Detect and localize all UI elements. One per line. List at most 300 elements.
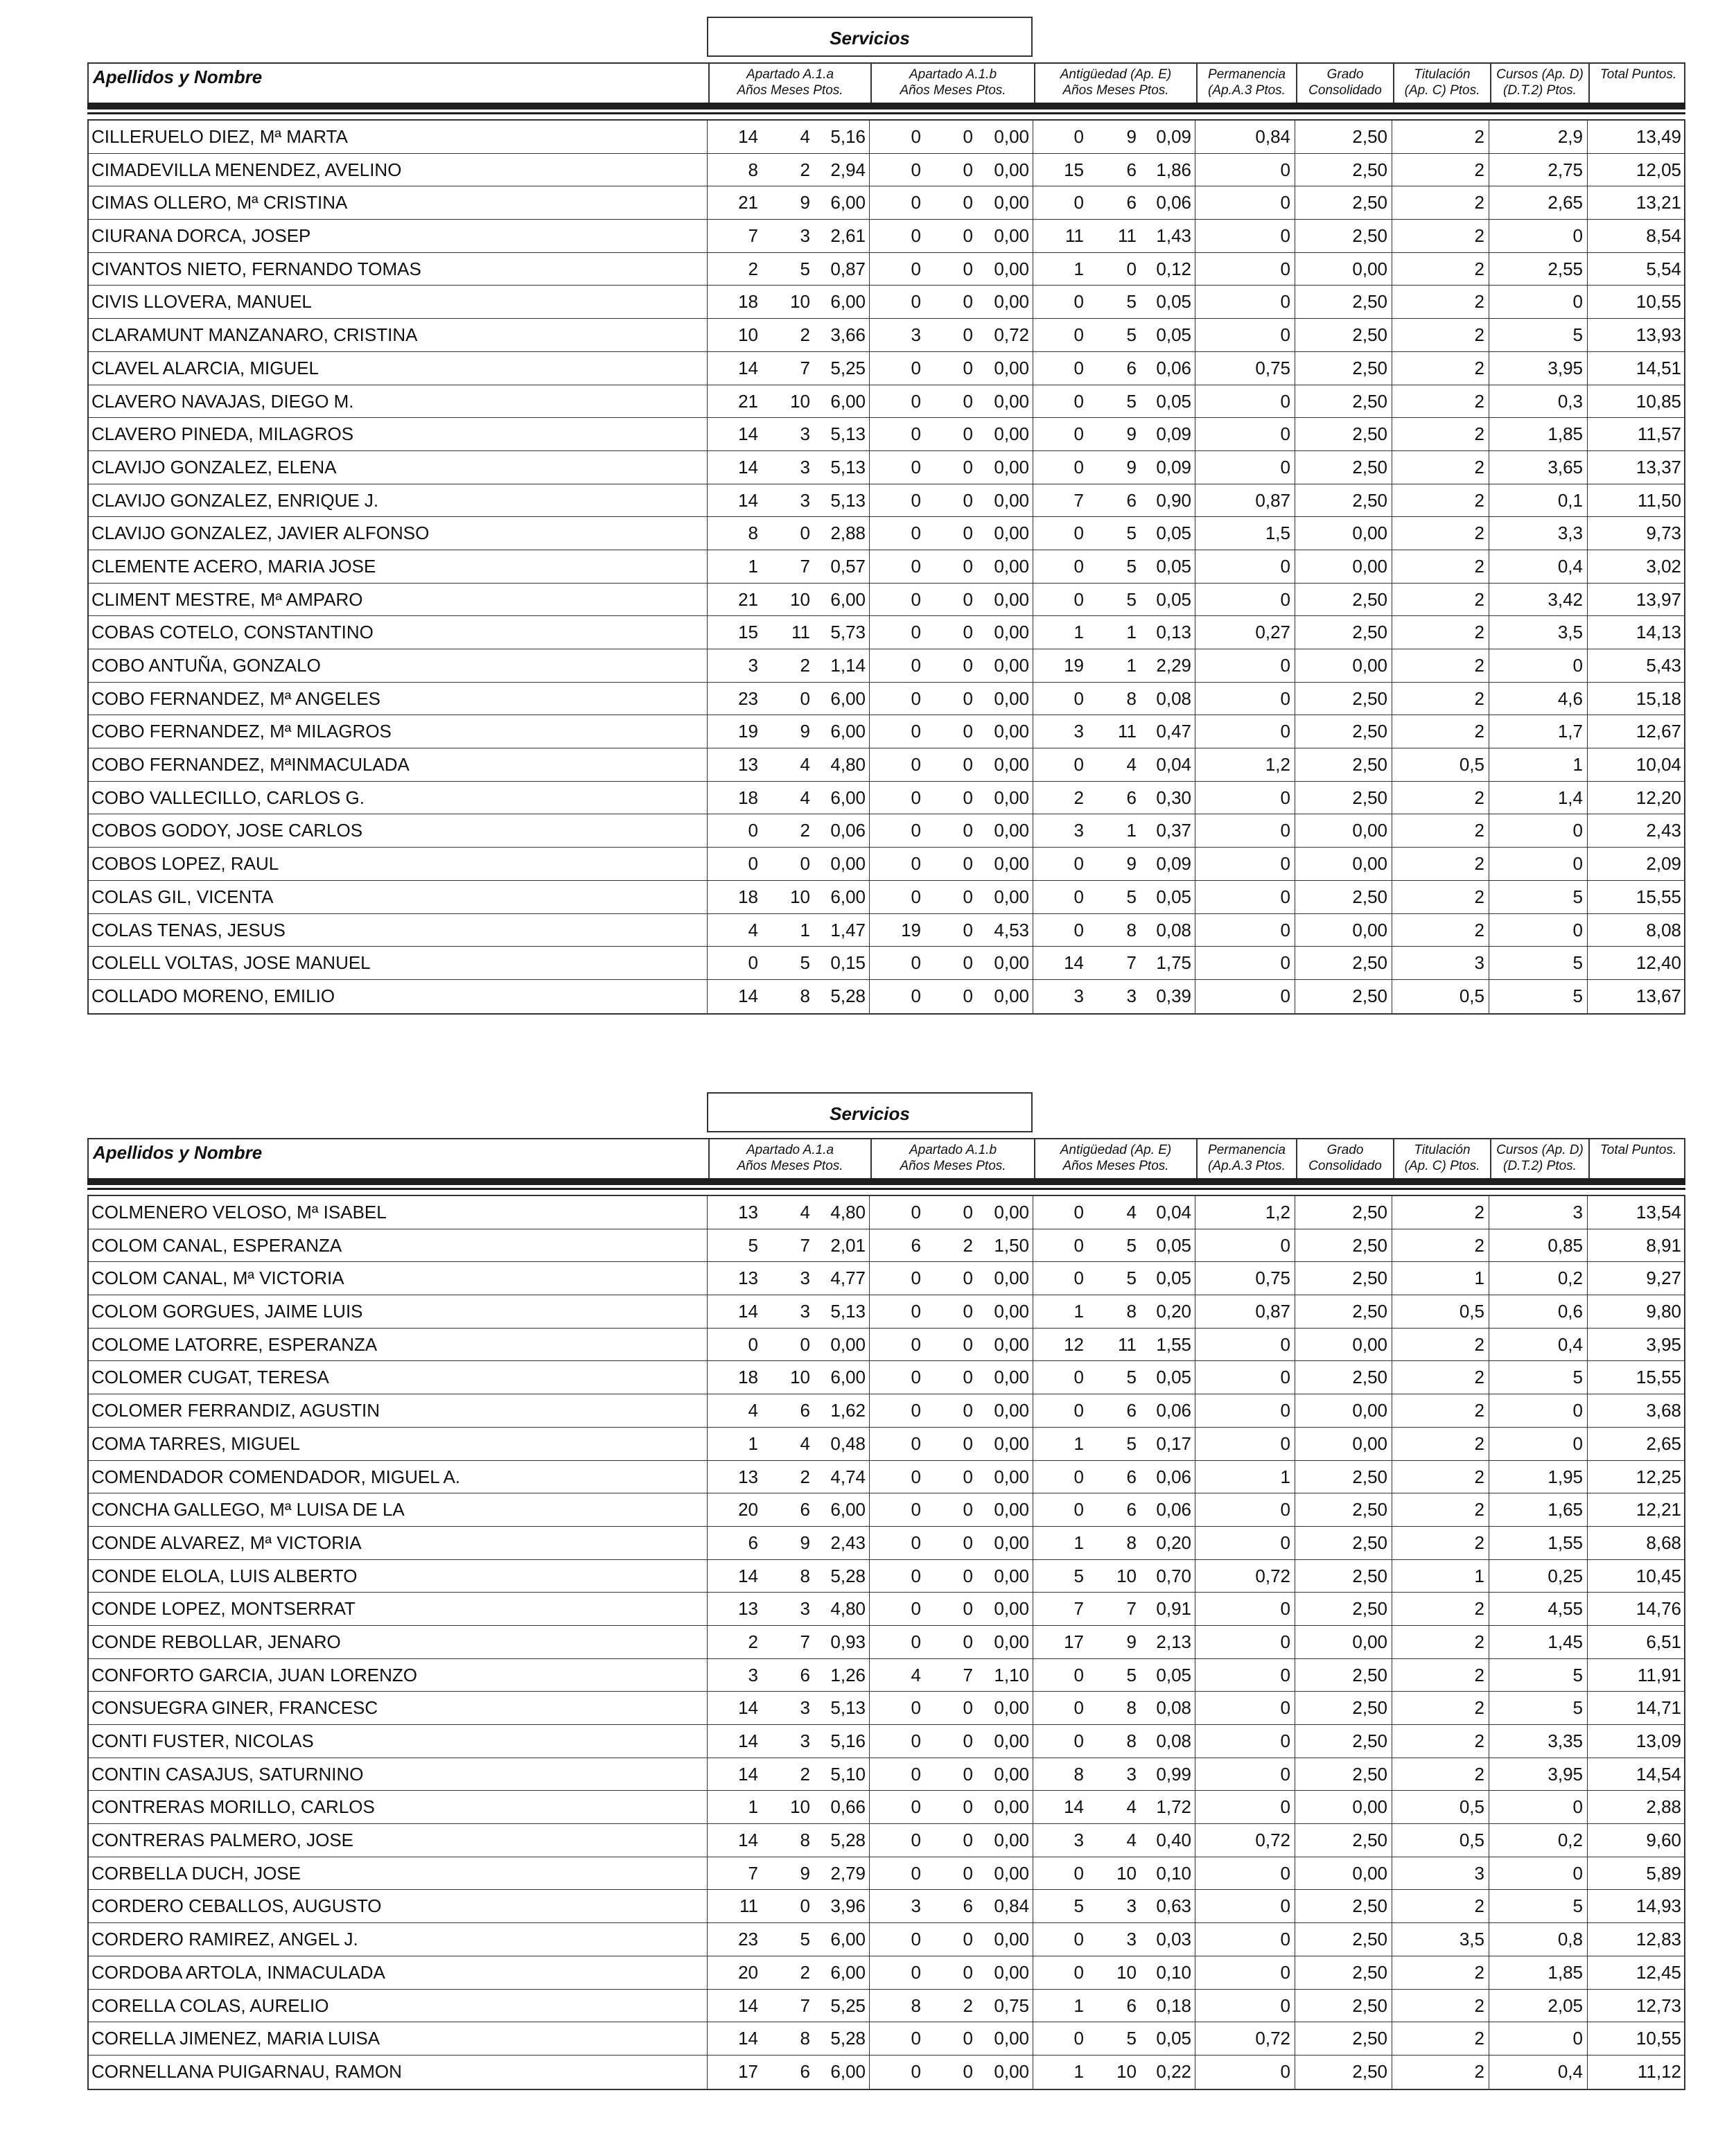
cell-value: 0 bbox=[911, 126, 921, 147]
cell-value: 0,00 bbox=[994, 1763, 1029, 1785]
column-divider bbox=[707, 1791, 708, 1824]
cell-value: 14 bbox=[738, 126, 758, 147]
cell-value: 0 bbox=[1280, 291, 1290, 313]
cell-value: 8 bbox=[911, 1995, 921, 2016]
cell-value: 6,00 bbox=[830, 390, 866, 412]
cell-value: 0 bbox=[963, 1830, 973, 1851]
cell-value: 3 bbox=[1474, 952, 1484, 974]
column-divider bbox=[1587, 1560, 1588, 1593]
cell-name: CONFORTO GARCIA, JUAN LORENZO bbox=[91, 1664, 417, 1685]
cell-value: 0 bbox=[963, 1202, 973, 1222]
cell-value: 5,73 bbox=[830, 622, 866, 643]
cell-value: 15 bbox=[738, 622, 758, 643]
cell-value: 0 bbox=[1572, 291, 1583, 313]
servicios-header: Servicios bbox=[707, 1092, 1033, 1132]
header-a1a bbox=[708, 1139, 870, 1180]
cell-value: 0 bbox=[1073, 1466, 1084, 1487]
cell-value: 0,00 bbox=[994, 2060, 1029, 2082]
cell-name: CONTI FUSTER, NICOLAS bbox=[91, 1730, 314, 1751]
cell-value: 0,09 bbox=[1156, 126, 1191, 147]
cell-name: COBAS COTELO, CONSTANTINO bbox=[91, 622, 374, 643]
cell-value: 10 bbox=[1116, 1961, 1137, 1983]
header-grado bbox=[1296, 64, 1393, 104]
cell-value: 2,29 bbox=[1156, 655, 1191, 676]
cell-value: 0,5 bbox=[1459, 985, 1484, 1006]
cell-value: 0,20 bbox=[1156, 1301, 1191, 1322]
cell-value: 0,10 bbox=[1156, 1961, 1191, 1983]
column-divider bbox=[1587, 649, 1588, 683]
column-divider bbox=[707, 1560, 708, 1593]
header-cur-line2: (D.T.2) Ptos. bbox=[1503, 83, 1577, 98]
cell-value: 3 bbox=[1073, 820, 1084, 841]
cell-value: 0,00 bbox=[994, 952, 1029, 974]
cell-value: 0,48 bbox=[830, 1432, 866, 1454]
cell-value: 0 bbox=[963, 357, 973, 378]
cell-value: 0,06 bbox=[1156, 357, 1191, 378]
cell-value: 0 bbox=[1073, 1367, 1084, 1388]
cell-value: 9 bbox=[1126, 456, 1137, 477]
cell-value: 0 bbox=[1073, 1862, 1084, 1884]
cell-value: 8 bbox=[1126, 1301, 1137, 1322]
header-ant-line2: Años Meses Ptos. bbox=[1062, 1159, 1169, 1173]
cell-value: 2,50 bbox=[1352, 622, 1387, 643]
cell-value: 21 bbox=[738, 192, 758, 213]
cell-name: CIMADEVILLA MENENDEZ, AVELINO bbox=[91, 159, 402, 180]
cell-value: 0 bbox=[963, 1301, 973, 1322]
cell-value: 3,65 bbox=[1548, 456, 1583, 477]
cell-value: 2 bbox=[1474, 1333, 1484, 1355]
cell-value: 0,00 bbox=[994, 1796, 1029, 1818]
cell-value: 2 bbox=[748, 1631, 758, 1652]
cell-value: 0 bbox=[800, 1333, 810, 1355]
cell-value: 0 bbox=[1280, 820, 1290, 841]
cell-value: 0,09 bbox=[1156, 853, 1191, 875]
cell-value: 11 bbox=[1118, 225, 1137, 247]
column-divider bbox=[707, 1295, 708, 1329]
cell-value: 2 bbox=[1474, 258, 1484, 279]
cell-name: COBO ANTUÑA, GONZALO bbox=[91, 655, 321, 676]
cell-value: 5 bbox=[1126, 523, 1137, 544]
header-cur bbox=[1490, 64, 1588, 104]
cell-value: 7 bbox=[748, 1862, 758, 1884]
cell-value: 2,50 bbox=[1352, 754, 1387, 775]
cell-value: 5 bbox=[1572, 985, 1583, 1006]
cell-value: 0 bbox=[1280, 1697, 1290, 1719]
cell-value: 0 bbox=[1572, 1796, 1583, 1818]
cell-value: 1,85 bbox=[1548, 423, 1583, 445]
cell-value: 4 bbox=[1126, 1202, 1137, 1222]
cell-value: 2,50 bbox=[1352, 1565, 1387, 1586]
cell-value: 6 bbox=[1126, 1499, 1137, 1520]
column-divider bbox=[1587, 1593, 1588, 1626]
column-divider bbox=[707, 1196, 708, 1229]
table-row bbox=[89, 186, 1684, 220]
cell-value: 2 bbox=[748, 258, 758, 279]
table-row bbox=[89, 1329, 1684, 1362]
cell-value: 0 bbox=[1073, 1202, 1084, 1222]
cell-value: 2 bbox=[1474, 820, 1484, 841]
cell-value: 1,2 bbox=[1265, 1202, 1290, 1222]
cell-value: 2 bbox=[800, 159, 810, 180]
column-divider bbox=[1587, 154, 1588, 187]
cell-value: 0,4 bbox=[1557, 2060, 1583, 2082]
cell-value: 0 bbox=[1280, 1598, 1290, 1620]
cell-name: CLAVERO NAVAJAS, DIEGO M. bbox=[91, 390, 354, 412]
cell-value: 0,05 bbox=[1156, 324, 1191, 346]
cell-value: 1 bbox=[1073, 1301, 1084, 1322]
cell-value: 8,91 bbox=[1646, 1234, 1681, 1256]
cell-value: 0 bbox=[963, 2060, 973, 2082]
cell-value: 0 bbox=[963, 1929, 973, 1950]
cell-value: 1,55 bbox=[1548, 1532, 1583, 1553]
cell-value: 5 bbox=[1126, 324, 1137, 346]
cell-value: 0 bbox=[1073, 1400, 1084, 1421]
cell-value: 10 bbox=[738, 324, 758, 346]
header-grado-line2: Consolidado bbox=[1308, 83, 1382, 98]
cell-value: 8 bbox=[748, 159, 758, 180]
cell-value: 3 bbox=[800, 1301, 810, 1322]
header-grado bbox=[1296, 1139, 1393, 1180]
cell-value: 13,93 bbox=[1636, 324, 1681, 346]
cell-value: 3 bbox=[1126, 1895, 1137, 1917]
cell-value: 1 bbox=[748, 555, 758, 577]
cell-value: 2,50 bbox=[1352, 1830, 1387, 1851]
cell-value: 3 bbox=[800, 489, 810, 511]
cell-value: 0 bbox=[963, 787, 973, 808]
cell-value: 0,63 bbox=[1156, 1895, 1191, 1917]
cell-value: 0,13 bbox=[1156, 622, 1191, 643]
cell-value: 3 bbox=[1073, 1830, 1084, 1851]
cell-value: 2,50 bbox=[1352, 390, 1387, 412]
cell-name: CORELLA COLAS, AURELIO bbox=[91, 1995, 329, 2016]
cell-value: 2,79 bbox=[830, 1862, 866, 1884]
column-divider bbox=[869, 121, 870, 154]
column-divider bbox=[869, 649, 870, 683]
cell-value: 2,50 bbox=[1352, 1961, 1387, 1983]
cell-value: 3,42 bbox=[1548, 588, 1583, 610]
cell-value: 0 bbox=[963, 754, 973, 775]
cell-value: 14 bbox=[738, 1565, 758, 1586]
cell-value: 3,5 bbox=[1557, 622, 1583, 643]
cell-value: 0 bbox=[963, 258, 973, 279]
column-divider bbox=[869, 550, 870, 584]
cell-value: 0,06 bbox=[830, 820, 866, 841]
cell-value: 9 bbox=[1126, 423, 1137, 445]
cell-value: 1 bbox=[1126, 820, 1137, 841]
column-divider bbox=[707, 1824, 708, 1857]
header-ant-line1: Antigüedad (Ap. E) bbox=[1060, 67, 1172, 82]
column-divider bbox=[1587, 186, 1588, 220]
cell-value: 3 bbox=[800, 1268, 810, 1289]
cell-value: 9 bbox=[800, 1532, 810, 1553]
cell-value: 5 bbox=[1572, 1664, 1583, 1685]
cell-value: 2,94 bbox=[830, 159, 866, 180]
cell-value: 10,85 bbox=[1636, 390, 1681, 412]
cell-value: 5 bbox=[1126, 291, 1137, 313]
cell-value: 0,00 bbox=[994, 1598, 1029, 1620]
cell-value: 0 bbox=[963, 423, 973, 445]
cell-value: 0,09 bbox=[1156, 456, 1191, 477]
column-divider bbox=[707, 517, 708, 550]
cell-value: 2,50 bbox=[1352, 1234, 1387, 1256]
table-body bbox=[87, 121, 1685, 1015]
cell-value: 0,00 bbox=[994, 291, 1029, 313]
table-row bbox=[89, 980, 1684, 1013]
cell-value: 1,43 bbox=[1156, 225, 1191, 247]
table-row bbox=[89, 814, 1684, 848]
cell-value: 0,37 bbox=[1156, 820, 1191, 841]
cell-name: COBOS LOPEZ, RAUL bbox=[91, 853, 279, 875]
cell-value: 12,67 bbox=[1636, 721, 1681, 742]
cell-value: 4,77 bbox=[830, 1268, 866, 1289]
cell-value: 0,00 bbox=[830, 853, 866, 875]
cell-value: 0,00 bbox=[994, 159, 1029, 180]
column-divider bbox=[869, 1196, 870, 1229]
table-row bbox=[89, 1262, 1684, 1295]
cell-value: 12 bbox=[1064, 1333, 1084, 1355]
cell-value: 0 bbox=[911, 1268, 921, 1289]
table-row bbox=[89, 418, 1684, 451]
header-grado-line2: Consolidado bbox=[1308, 1159, 1382, 1173]
header-tit-line2: (Ap. C) Ptos. bbox=[1404, 83, 1480, 98]
cell-value: 0 bbox=[1073, 423, 1084, 445]
cell-value: 0,00 bbox=[994, 886, 1029, 907]
cell-value: 3 bbox=[1073, 985, 1084, 1006]
cell-value: 3,95 bbox=[1548, 357, 1583, 378]
cell-value: 0 bbox=[963, 853, 973, 875]
cell-value: 0 bbox=[1073, 886, 1084, 907]
cell-value: 2,50 bbox=[1352, 787, 1387, 808]
cell-value: 0,05 bbox=[1156, 390, 1191, 412]
cell-value: 2,50 bbox=[1352, 126, 1387, 147]
table-block-2 bbox=[87, 1092, 1685, 2097]
cell-value: 2,75 bbox=[1548, 159, 1583, 180]
column-divider bbox=[707, 1493, 708, 1527]
cell-value: 0,00 bbox=[994, 1631, 1029, 1652]
cell-value: 0,00 bbox=[994, 1862, 1029, 1884]
table-row bbox=[89, 319, 1684, 352]
cell-value: 0,00 bbox=[994, 687, 1029, 709]
cell-name: CLAVIJO GONZALEZ, ELENA bbox=[91, 456, 337, 477]
cell-value: 0,05 bbox=[1156, 523, 1191, 544]
cell-value: 0,00 bbox=[994, 588, 1029, 610]
cell-name: CLAVERO PINEDA, MILAGROS bbox=[91, 423, 354, 445]
cell-value: 0,8 bbox=[1557, 1929, 1583, 1950]
cell-value: 2,43 bbox=[830, 1532, 866, 1553]
cell-value: 5 bbox=[800, 952, 810, 974]
cell-value: 0 bbox=[911, 1532, 921, 1553]
column-divider bbox=[869, 1361, 870, 1394]
cell-value: 14 bbox=[738, 456, 758, 477]
cell-value: 3,68 bbox=[1646, 1400, 1681, 1421]
cell-value: 0,00 bbox=[994, 1730, 1029, 1751]
cell-value: 5 bbox=[1126, 390, 1137, 412]
cell-value: 9,27 bbox=[1646, 1268, 1681, 1289]
cell-value: 4,74 bbox=[830, 1466, 866, 1487]
column-divider bbox=[869, 782, 870, 815]
cell-value: 0 bbox=[1280, 192, 1290, 213]
cell-value: 2 bbox=[1474, 357, 1484, 378]
cell-value: 11,12 bbox=[1637, 2060, 1681, 2082]
cell-value: 9 bbox=[800, 1862, 810, 1884]
column-divider bbox=[707, 1725, 708, 1758]
cell-name: CLAVEL ALARCIA, MIGUEL bbox=[91, 357, 319, 378]
cell-value: 4 bbox=[1126, 754, 1137, 775]
cell-value: 0,00 bbox=[1352, 655, 1387, 676]
cell-value: 0,22 bbox=[1156, 2060, 1191, 2082]
cell-value: 2 bbox=[1474, 1234, 1484, 1256]
cell-value: 5,13 bbox=[830, 1697, 866, 1719]
cell-name: COLMENERO VELOSO, Mª ISABEL bbox=[91, 1202, 387, 1222]
cell-value: 6,00 bbox=[830, 2060, 866, 2082]
column-divider bbox=[869, 616, 870, 649]
cell-value: 0,93 bbox=[830, 1631, 866, 1652]
table-row bbox=[89, 2022, 1684, 2056]
header-perm-line1: Permanencia bbox=[1208, 67, 1286, 82]
cell-value: 0,03 bbox=[1156, 1929, 1191, 1950]
cell-value: 0 bbox=[911, 1796, 921, 1818]
column-divider bbox=[869, 418, 870, 451]
cell-value: 2 bbox=[1474, 1532, 1484, 1553]
cell-value: 4 bbox=[748, 919, 758, 940]
cell-value: 8,54 bbox=[1646, 225, 1681, 247]
cell-value: 2,61 bbox=[830, 225, 866, 247]
table-row bbox=[89, 1791, 1684, 1824]
cell-value: 2,9 bbox=[1557, 126, 1583, 147]
cell-value: 5 bbox=[1572, 886, 1583, 907]
column-divider bbox=[1587, 1394, 1588, 1428]
header-perm bbox=[1196, 1139, 1296, 1180]
column-divider bbox=[869, 2056, 870, 2089]
cell-value: 7 bbox=[800, 357, 810, 378]
cell-value: 0 bbox=[963, 456, 973, 477]
header-tit-line1: Titulación bbox=[1414, 67, 1471, 82]
cell-value: 0,00 bbox=[994, 1301, 1029, 1322]
cell-value: 7 bbox=[800, 1234, 810, 1256]
column-divider bbox=[707, 550, 708, 584]
cell-value: 0,00 bbox=[994, 456, 1029, 477]
cell-name: CONCHA GALLEGO, Mª LUISA DE LA bbox=[91, 1499, 405, 1520]
cell-value: 0 bbox=[911, 291, 921, 313]
column-divider bbox=[1587, 1262, 1588, 1295]
cell-value: 0,90 bbox=[1156, 489, 1191, 511]
header-name bbox=[89, 1139, 708, 1180]
cell-value: 0,00 bbox=[994, 1333, 1029, 1355]
cell-value: 2,50 bbox=[1352, 159, 1387, 180]
cell-value: 9 bbox=[1126, 126, 1137, 147]
column-divider bbox=[707, 980, 708, 1014]
cell-value: 0 bbox=[963, 159, 973, 180]
cell-value: 2 bbox=[1474, 1432, 1484, 1454]
cell-value: 4,55 bbox=[1548, 1598, 1583, 1620]
cell-name: COLLADO MORENO, EMILIO bbox=[91, 985, 335, 1006]
table-row bbox=[89, 550, 1684, 584]
column-divider bbox=[869, 914, 870, 947]
cell-value: 5,16 bbox=[830, 126, 866, 147]
cell-value: 5 bbox=[1572, 1895, 1583, 1917]
table-row bbox=[89, 1956, 1684, 1990]
cell-value: 3,02 bbox=[1646, 555, 1681, 577]
column-divider bbox=[707, 1461, 708, 1494]
cell-value: 1,50 bbox=[994, 1234, 1029, 1256]
cell-value: 6,00 bbox=[830, 1499, 866, 1520]
header-perm-line1: Permanencia bbox=[1208, 1143, 1286, 1157]
cell-value: 2,13 bbox=[1156, 1631, 1191, 1652]
cell-value: 14 bbox=[738, 985, 758, 1006]
header-cur bbox=[1490, 1139, 1588, 1180]
cell-value: 2,50 bbox=[1352, 1697, 1387, 1719]
cell-value: 10,04 bbox=[1636, 754, 1681, 775]
column-divider bbox=[869, 1394, 870, 1428]
cell-name: CORDERO RAMIREZ, ANGEL J. bbox=[91, 1929, 358, 1950]
cell-value: 0 bbox=[911, 1466, 921, 1487]
column-divider bbox=[869, 186, 870, 220]
cell-value: 7 bbox=[963, 1664, 973, 1685]
cell-value: 4 bbox=[748, 1400, 758, 1421]
cell-value: 2,50 bbox=[1352, 2060, 1387, 2082]
cell-value: 2 bbox=[1474, 1202, 1484, 1222]
table-row bbox=[89, 1229, 1684, 1263]
cell-value: 1,95 bbox=[1548, 1466, 1583, 1487]
cell-value: 12,05 bbox=[1636, 159, 1681, 180]
cell-value: 6 bbox=[748, 1532, 758, 1553]
cell-value: 0,00 bbox=[1352, 258, 1387, 279]
cell-value: 2,50 bbox=[1352, 1995, 1387, 2016]
cell-value: 2,50 bbox=[1352, 886, 1387, 907]
cell-name: CONSUEGRA GINER, FRANCESC bbox=[91, 1697, 378, 1719]
cell-name: CORDOBA ARTOLA, INMACULADA bbox=[91, 1961, 385, 1983]
cell-value: 0 bbox=[911, 1499, 921, 1520]
cell-value: 0,75 bbox=[1255, 357, 1290, 378]
cell-name: CONDE LOPEZ, MONTSERRAT bbox=[91, 1598, 356, 1620]
cell-value: 0 bbox=[911, 853, 921, 875]
cell-value: 5 bbox=[1126, 588, 1137, 610]
cell-value: 0 bbox=[963, 523, 973, 544]
cell-value: 19 bbox=[901, 919, 921, 940]
cell-value: 6 bbox=[800, 1400, 810, 1421]
cell-value: 0,05 bbox=[1156, 555, 1191, 577]
column-divider bbox=[1587, 121, 1588, 154]
cell-value: 6,00 bbox=[830, 1961, 866, 1983]
cell-value: 1,62 bbox=[830, 1400, 866, 1421]
cell-value: 0 bbox=[1572, 919, 1583, 940]
cell-value: 0,05 bbox=[1156, 886, 1191, 907]
cell-value: 14,51 bbox=[1636, 357, 1681, 378]
table-row bbox=[89, 1824, 1684, 1857]
cell-value: 0,99 bbox=[1156, 1763, 1191, 1785]
cell-value: 2 bbox=[1474, 456, 1484, 477]
cell-value: 0,00 bbox=[994, 985, 1029, 1006]
table-row bbox=[89, 1560, 1684, 1593]
cell-value: 2,05 bbox=[1548, 1995, 1583, 2016]
cell-value: 5 bbox=[1073, 1565, 1084, 1586]
column-divider bbox=[869, 451, 870, 484]
cell-value: 0 bbox=[911, 1565, 921, 1586]
cell-value: 0,39 bbox=[1156, 985, 1191, 1006]
cell-name: CLAVIJO GONZALEZ, ENRIQUE J. bbox=[91, 489, 379, 511]
cell-value: 5,25 bbox=[830, 1995, 866, 2016]
column-divider bbox=[707, 352, 708, 385]
column-divider bbox=[707, 683, 708, 716]
cell-value: 1,86 bbox=[1156, 159, 1191, 180]
cell-value: 0 bbox=[911, 390, 921, 412]
column-divider bbox=[707, 253, 708, 286]
column-divider bbox=[707, 1890, 708, 1923]
cell-value: 10 bbox=[790, 1367, 810, 1388]
cell-value: 0,05 bbox=[1156, 1367, 1191, 1388]
cell-value: 0 bbox=[963, 1400, 973, 1421]
cell-value: 5 bbox=[1126, 1432, 1137, 1454]
